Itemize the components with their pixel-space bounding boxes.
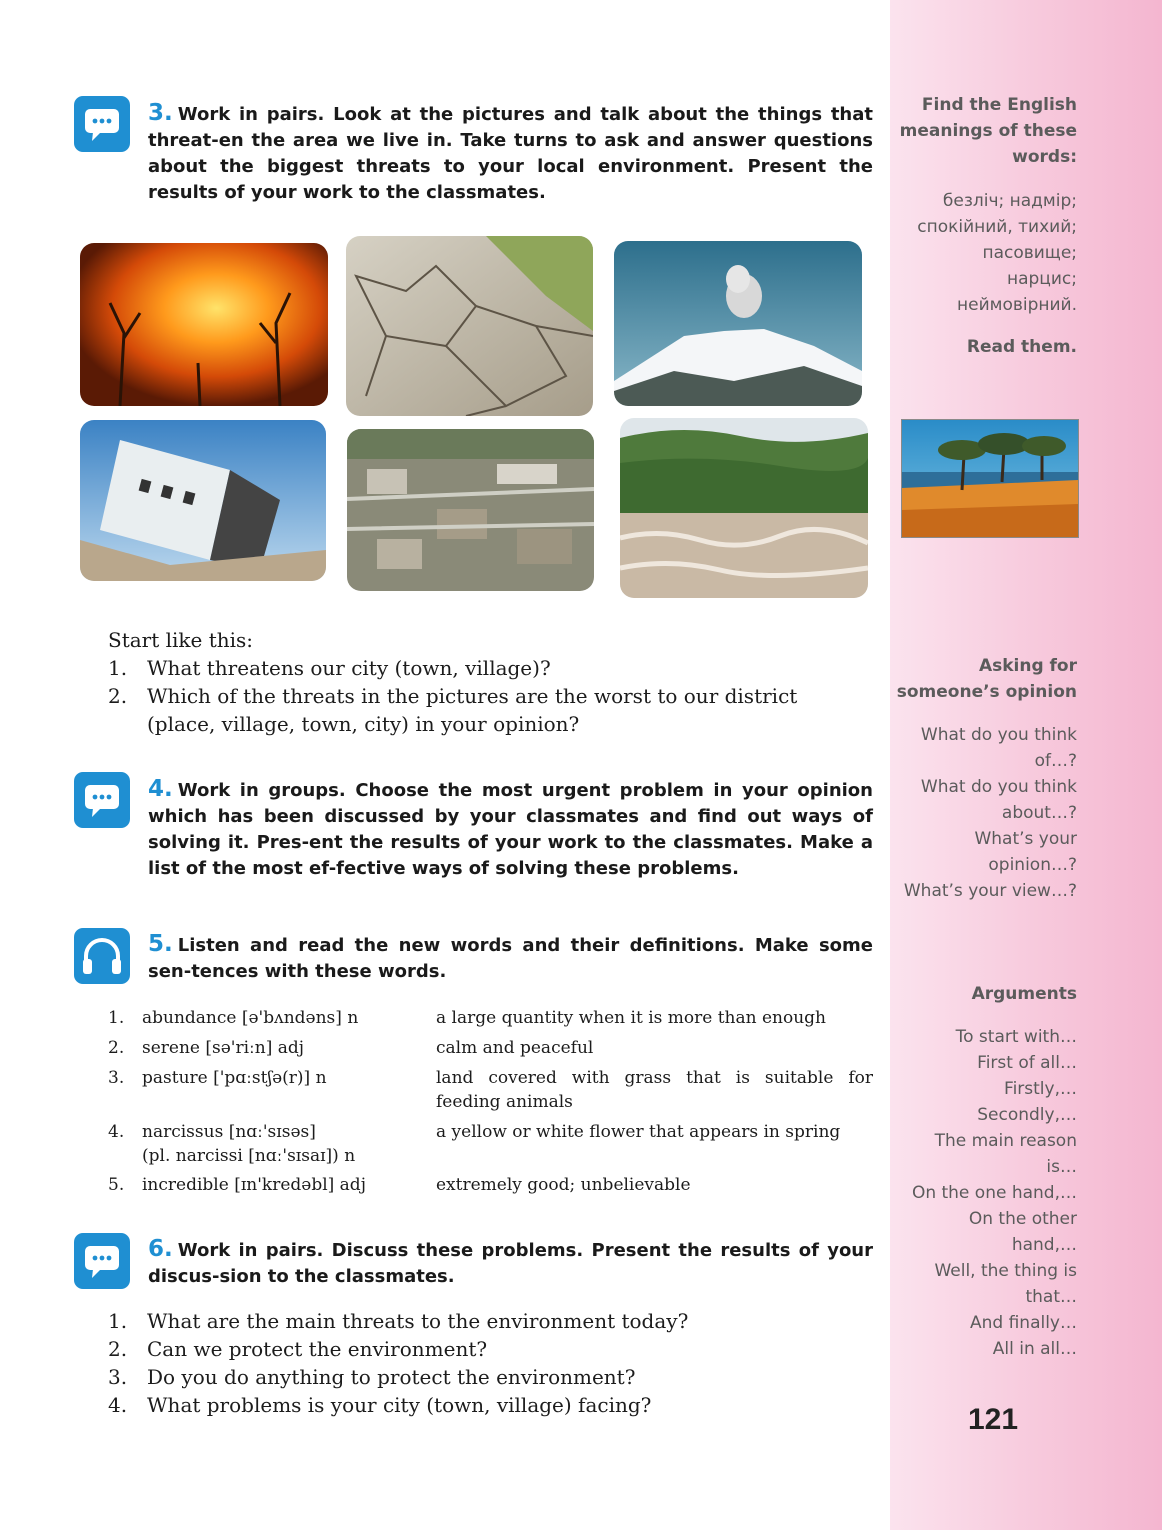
list-item: 3. Do you do anything to protect the environment? [108, 1365, 636, 1389]
sidebar-landscape-picture [901, 419, 1079, 538]
headphones-icon [74, 928, 130, 984]
list-item: 1. What threatens our city (town, village)? [108, 656, 551, 680]
vocab-word: abundance [ə'bʌndəns] n [142, 1008, 359, 1028]
task-3-instructions: 3. Work in pairs. Look at the pictures and talk about the things that threat-en the area we live in. Take turns to ask and answer questions about the biggest threats to your local environment. Present the results of your work to the classmates. [148, 100, 873, 203]
task-4-instructions: 4. Work in groups. Choose the most urgent problem in your opinion which has been discussed by your classmates and find out ways of solving it. Pres-ent the results of your work to the classmates. Make a list of the most ef-fective ways of solving these problems. [148, 776, 873, 879]
vocab-number: 3. [108, 1068, 125, 1088]
task-5-instructions: 5. Listen and read the new words and their definitions. Make some sen-tences with these words. [148, 931, 873, 982]
vocab-number: 5. [108, 1175, 125, 1195]
page-number: 121 [968, 1403, 1019, 1436]
vocab-number: 1. [108, 1008, 125, 1028]
start-intro: Start like this: [108, 628, 254, 652]
list-item: 2. Which of the threats in the pictures are the worst to our district (place, village, town, city) in your opinion? [108, 684, 798, 736]
sidebar-ukrainian-words: безліч; надмір; спокійний, тихий; пасовище; нарцис; неймовірний. [917, 191, 1077, 315]
sidebar-opinion-heading: Asking for someone’s opinion [896, 656, 1077, 702]
vocab-definition: extremely good; unbelievable [436, 1175, 691, 1195]
speech-bubble-icon [74, 772, 130, 828]
sidebar-arguments-heading: Arguments [971, 984, 1077, 1004]
speech-bubble-icon [74, 96, 130, 152]
vocab-word-plural: (pl. narcissi [nɑː'sɪsaɪ]) n [142, 1146, 356, 1166]
vocab-word: narcissus [nɑː'sɪsəs] [142, 1122, 316, 1142]
vocab-definition: land covered with grass that is suitable for [436, 1068, 873, 1088]
picture-volcano [614, 241, 862, 406]
list-item: 4. What problems is your city (town, village) facing? [108, 1393, 652, 1417]
picture-fire [80, 243, 328, 406]
sidebar-arguments-list: To start with… First of all… Firstly,… Secondly,… The main reason is… On the one hand,… On the other hand,… Well, the thing is that… And finally… All in all… [911, 1027, 1077, 1359]
picture-collapsed-house [80, 420, 326, 581]
sidebar-read-them: Read them. [966, 337, 1077, 357]
picture-destroyed-town [347, 429, 594, 591]
vocab-definition: calm and peaceful [436, 1038, 594, 1058]
sidebar-find-heading: Find the English meanings of these words: [899, 95, 1077, 167]
vocab-word: pasture ['pɑːstʃə(r)] n [142, 1068, 327, 1088]
vocab-number: 4. [108, 1122, 125, 1142]
picture-flood [620, 418, 868, 598]
list-item: 2. Can we protect the environment? [108, 1337, 488, 1361]
vocab-definition: a large quantity when it is more than enough [436, 1008, 826, 1028]
sidebar-opinion-phrases: What do you think of…? What do you think about…? What’s your opinion…? What’s your view…? [903, 725, 1077, 901]
vocab-word: serene [sə'riːn] adj [142, 1038, 305, 1058]
vocab-number: 2. [108, 1038, 125, 1058]
task-6-instructions: 6. Work in pairs. Discuss these problems. Present the results of your discus-sion to the classmates. [148, 1236, 873, 1287]
list-item: 1. What are the main threats to the environment today? [108, 1309, 689, 1333]
speech-bubble-icon [74, 1233, 130, 1289]
vocab-definition-cont: feeding animals [436, 1092, 573, 1112]
picture-drought [346, 236, 593, 416]
vocab-word: incredible [ɪn'kredəbl] adj [142, 1175, 366, 1195]
vocab-definition: a yellow or white flower that appears in spring [436, 1122, 841, 1142]
